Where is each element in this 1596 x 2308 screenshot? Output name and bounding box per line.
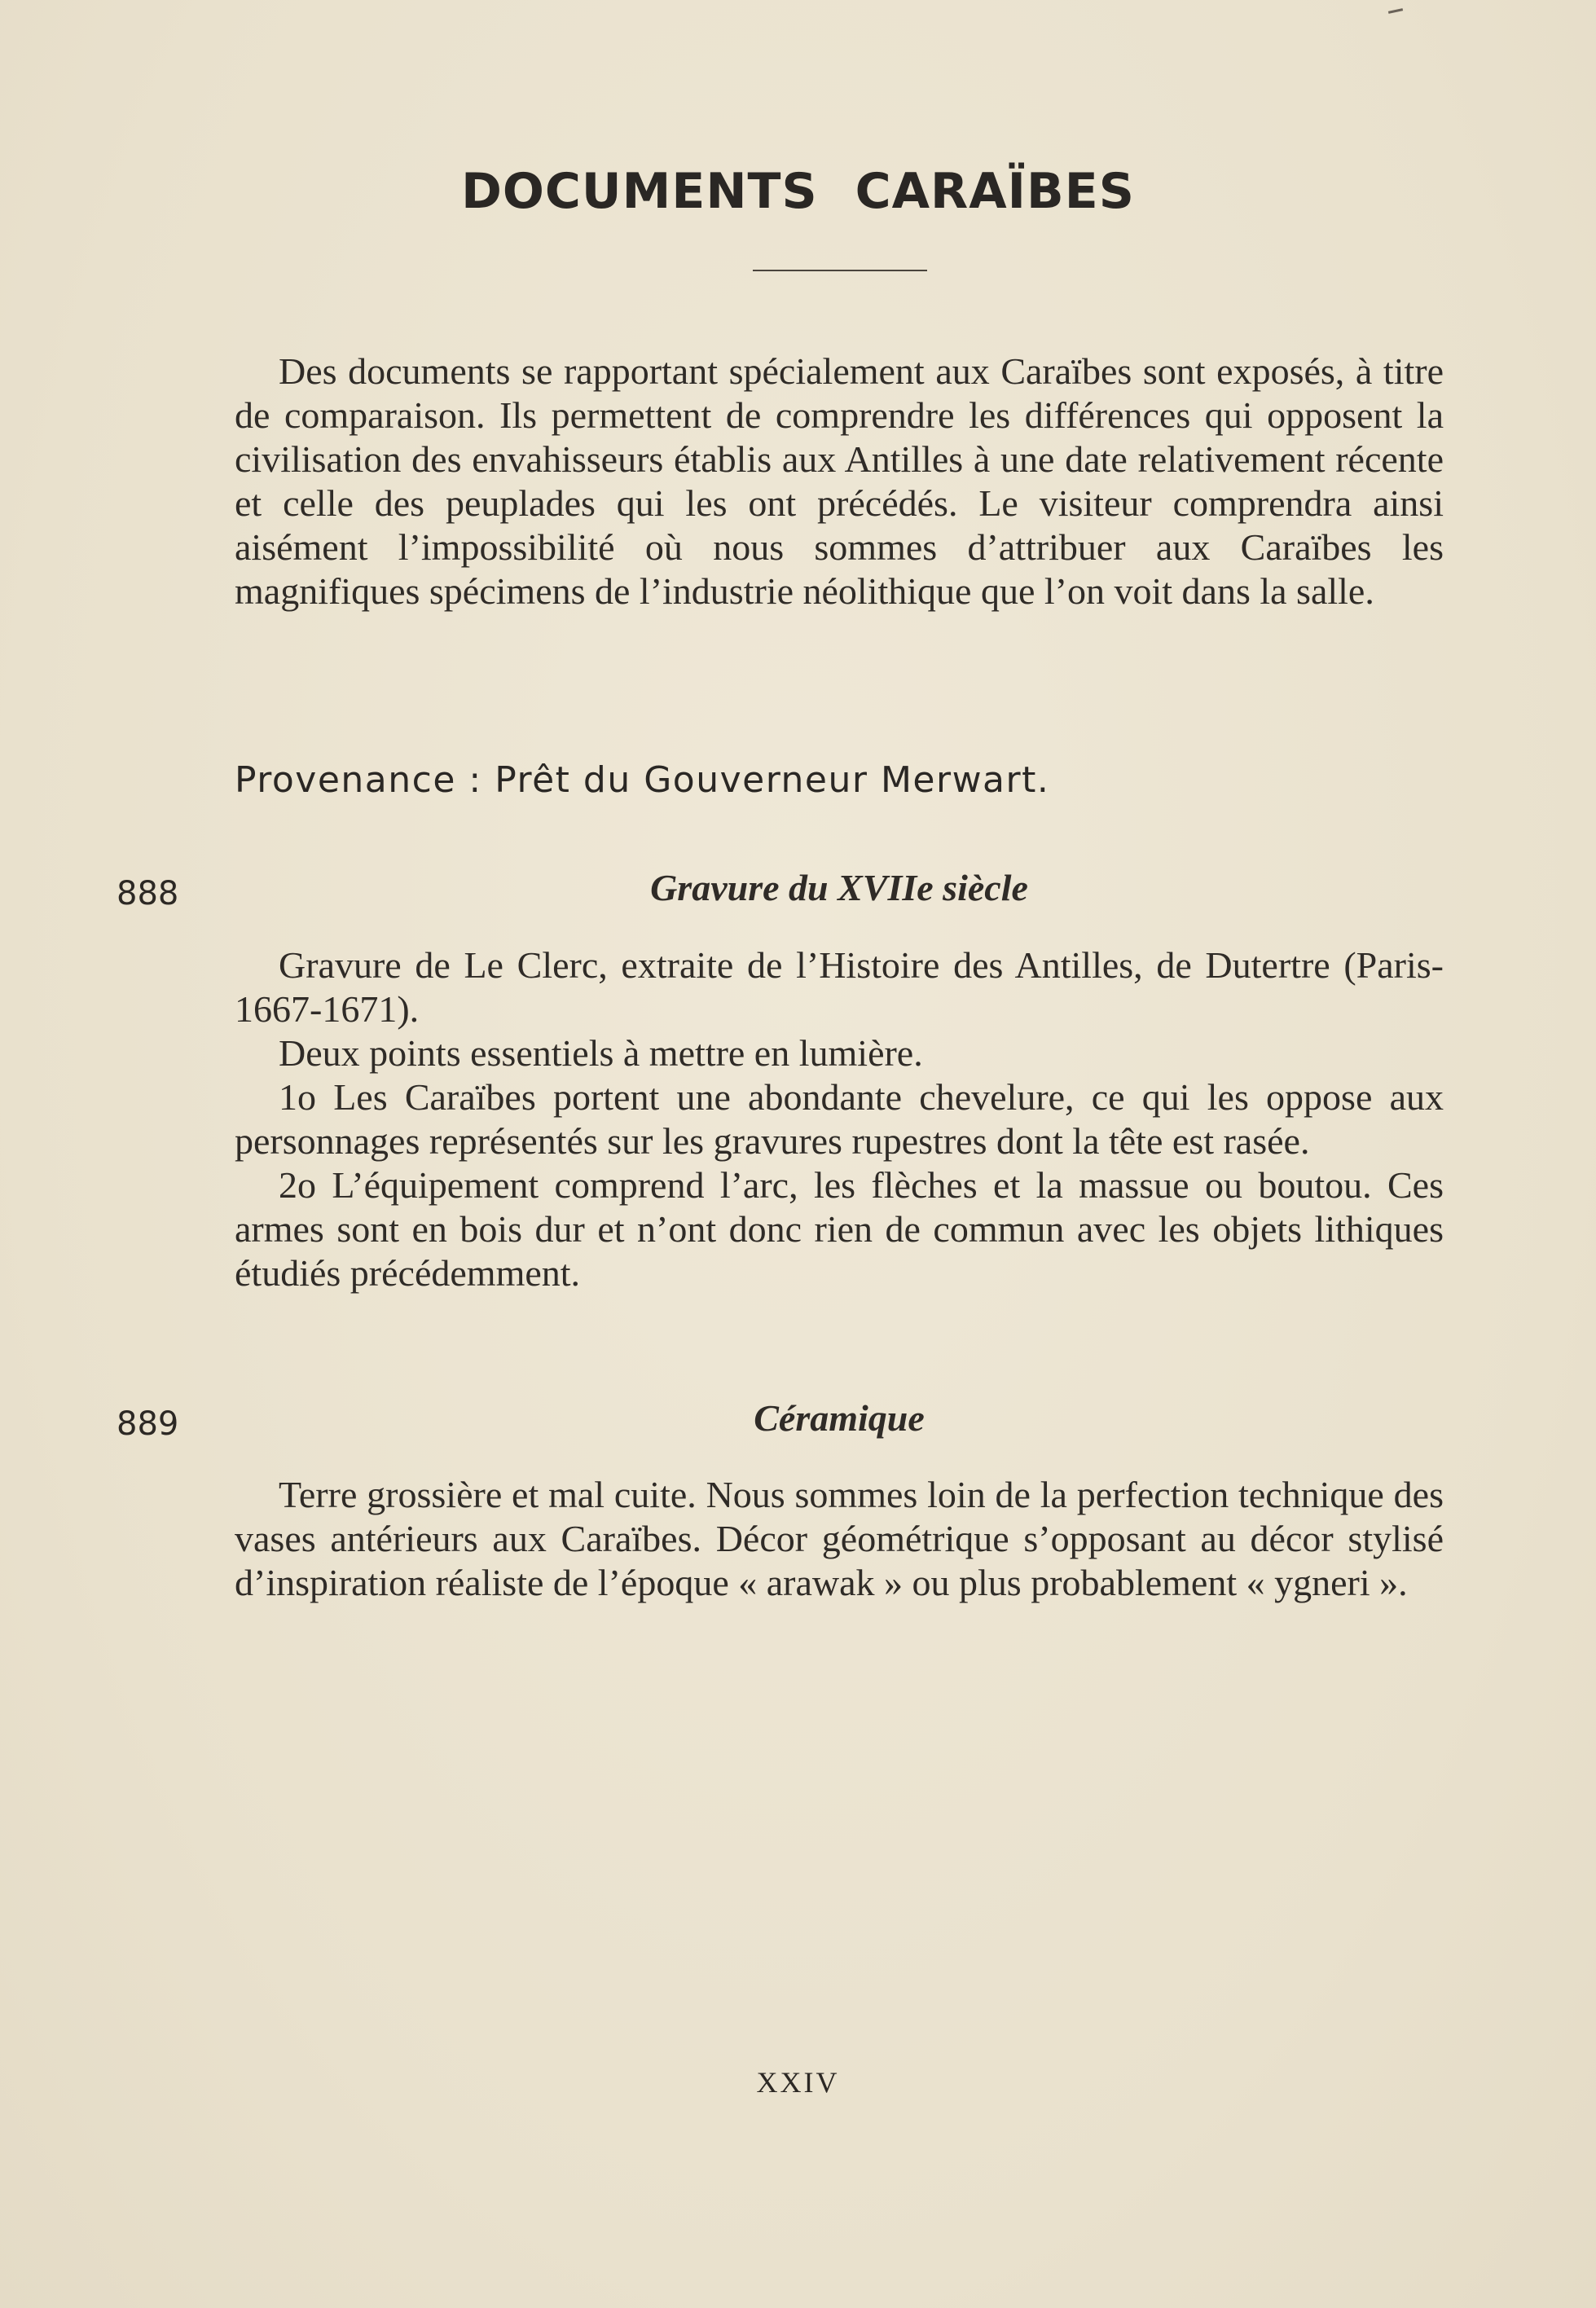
intro-text: Des documents se rapportant spécialement aux Caraïbes sont exposés, à titre de comparaison. Ils permettent de comprendre les différences qui opposent la civilisation des envahisseurs établis aux Antilles à une date relativement récente et celle des peuplades qui les ont précédés. Le visiteur comprendra ainsi aisément l’impossibilité où nous sommes d’attribuer aux Caraïbes les magnifiques spécimens de l’industrie néolithique que l’on voit dans la salle. — [235, 350, 1444, 612]
item-number-888: 888 — [117, 875, 179, 912]
item-888-paragraph: Deux points essentiels à mettre en lumière. — [279, 1032, 923, 1074]
item-888-paragraph: 1o Les Caraïbes portent une abondante chevelure, ce qui les oppose aux personnages représentés sur les gravures rupestres dont la tête est rasée. — [235, 1076, 1444, 1162]
page-number: XXIV — [756, 2066, 840, 2099]
item-number-889: 889 — [117, 1405, 179, 1443]
ink-speck — [1388, 8, 1403, 14]
item-body-888 — [235, 943, 1444, 1295]
item-heading-889: Céramique — [754, 1397, 925, 1439]
page-title: DOCUMENTS CARAÏBES — [461, 163, 1135, 220]
item-heading-888: Gravure du XVIIe siècle — [650, 867, 1028, 908]
item-888-paragraph: Gravure de Le Clerc, extraite de l’Histoire des Antilles, de Dutertre (Paris-1667-1671). — [235, 944, 1444, 1030]
item-888-paragraph: 2o L’équipement comprend l’arc, les flèches et la massue ou boutou. Ces armes sont en bois dur et n’ont donc rien de commun avec les objets lithiques étudiés précédemment. — [235, 1164, 1444, 1294]
provenance-line: Provenance : Prêt du Gouverneur Merwart. — [235, 759, 1050, 801]
intro-paragraph — [235, 349, 1444, 613]
item-889-paragraph: Terre grossière et mal cuite. Nous sommes loin de la perfection technique des vases antérieurs aux Caraïbes. Décor géométrique s’opposant au décor stylisé d’inspiration réaliste de l’époque « arawak » ou plus probablement « ygneri ». — [235, 1474, 1444, 1603]
title-divider — [753, 270, 927, 271]
item-body-889 — [235, 1473, 1444, 1605]
